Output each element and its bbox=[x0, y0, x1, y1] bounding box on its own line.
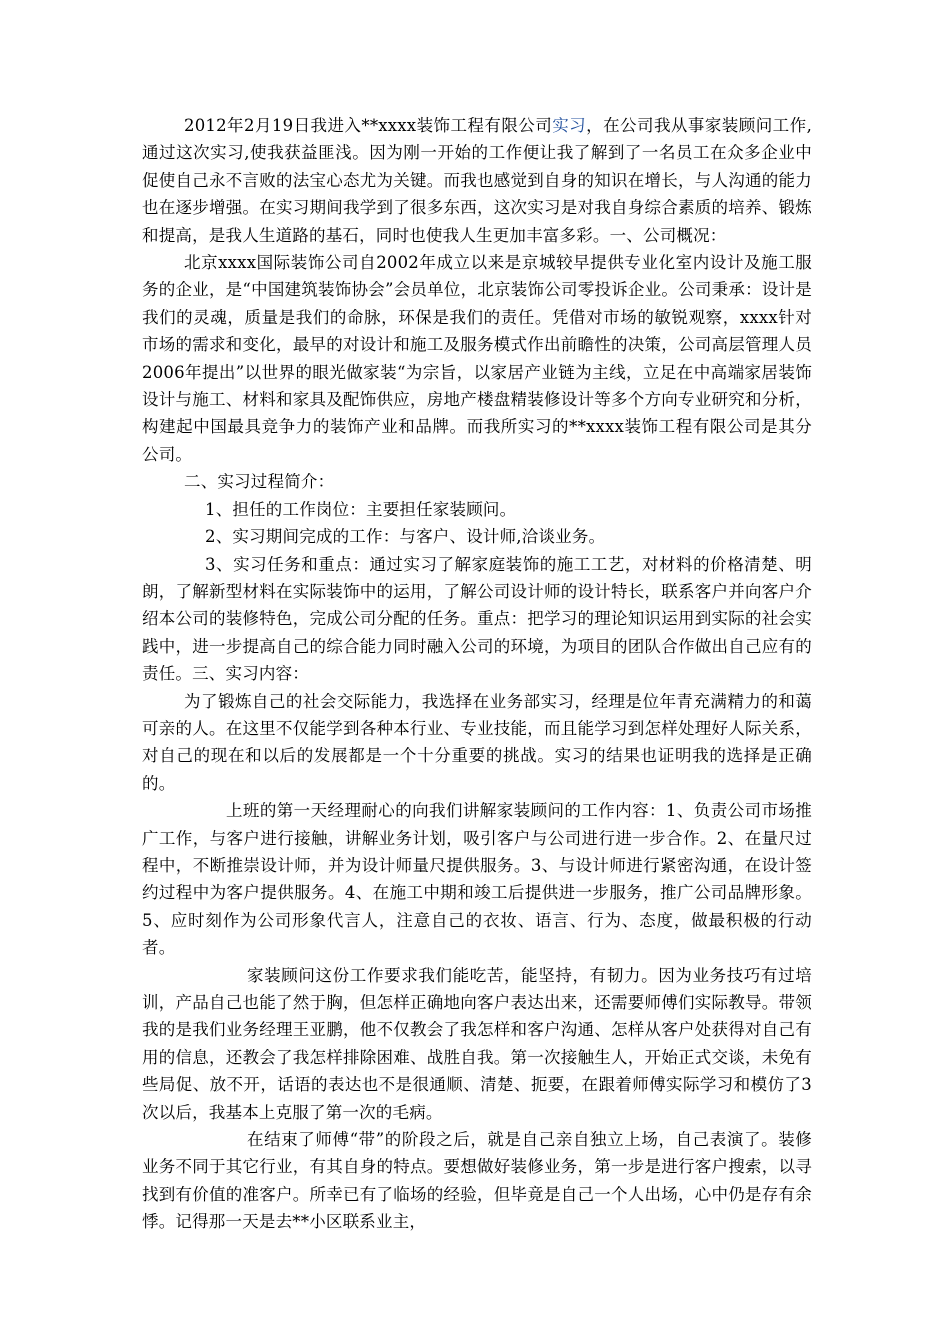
section-heading-process: 二、实习过程简介： bbox=[184, 472, 335, 492]
paragraph-consultant-work: 家装顾问这份工作要求我们能吃苦，能坚持，有韧力。因为业务技巧有过培训，产品自己也能了然于胸，但怎样正确地向客户表达出来，还需要师傅们实际教导。带领我的是我们业务经理王亚鹏，他不仅教会了我怎样和客户沟通、怎样从客户处获得对自己有用的信息，还教会了我怎样排除困难、战胜自我。第一次接触生人，开始正式交谈，未免有些局促、放不开，话语的表达也不是很通顺、清楚、扼要，在跟着师傅实际学习和模仿了3次以后，我基本上克服了第一次的毛病。 bbox=[142, 965, 812, 1122]
paragraph-intro-after: ，在公司我从事家装顾问工作,通过这次实习,使我获益匪浅。因为刚一开始的工作便让我了解到了一名员工在众多企业中促使自己永不言败的法宝心态尤为关键。而我也感觉到自身的知识在增长，与人沟通的能力也在逐步增强。在实习期间我学到了很多东西，这次实习是对我自身综合素质的培养、锻炼和提高，是我人生道路的基石，同时也使我人生更加丰富多彩。一、公司概况： bbox=[142, 116, 813, 245]
list-item-position: 1、担任的工作岗位：主要担任家装顾问。 bbox=[205, 499, 517, 519]
paragraph-independent: 在结束了师傅“带”的阶段之后，就是自己亲自独立上场，自己表演了。装修业务不同于其它行业，有其自身的特点。要想做好装修业务，第一步是进行客户搜索，以寻找到有价值的准客户。所幸已有了临场的经验，但毕竟是自己一个人出场，心中仍是存有余悸。记得那一天是去**小区联系业主， bbox=[142, 1130, 812, 1232]
paragraph-first-day: 上班的第一天经理耐心的向我们讲解家装顾问的工作内容：1、负责公司市场推广工作，与客户进行接触，讲解业务计划，吸引客户与公司进行进一步合作。2、在量尺过程中，不断推崇设计师，并为设计师量尺提供服务。3、与设计师进行紧密沟通，在设计签约过程中为客户提供服务。4、在施工中期和竣工后提供进一步服务，推广公司品牌形象。5、应时刻作为公司形象代言人，注意自己的衣妆、语言、行为、态度，做最积极的行动者。 bbox=[142, 801, 812, 958]
list-item-work-done: 2、实习期间完成的工作：与客户、设计师,洽谈业务。 bbox=[205, 527, 606, 547]
paragraph-company-overview: 北京xxxx国际装饰公司自2002年成立以来是京城较早提供专业化室内设计及施工服务的企业，是“中国建筑装饰协会”会员单位，北京装饰公司零投诉企业。公司秉承：设计是我们的灵魂，质量是我们的命脉，环保是我们的责任。凭借对市场的敏锐观察，xxxx针对市场的需求和变化，最早的对设计和施工及服务模式作出前瞻性的决策，公司高层管理人员2006年提出”以世界的眼光做家装“为宗旨，以家居产业链为主线，立足在中高端家居装饰设计与施工、材料和家具及配饰供应，房地产楼盘精装修设计等多个方向专业研究和分析，构建起中国最具竞争力的装饰产业和品牌。而我所实习的**xxxx装饰工程有限公司是其分公司。 bbox=[142, 253, 812, 464]
paragraph-department: 为了锻炼自己的社会交际能力，我选择在业务部实习，经理是位年青充满精力的和蔼可亲的人。在这里不仅能学到各种本行业、专业技能，而且能学习到怎样处理好人际关系，对自己的现在和以后的发展都是一个十分重要的挑战。实习的结果也证明我的选择是正确的。 bbox=[142, 691, 812, 793]
internship-link[interactable]: 实习 bbox=[552, 116, 587, 135]
list-item-tasks: 3、实习任务和重点：通过实习了解家庭装饰的施工工艺，对材料的价格清楚、明朗，了解新型材料在实际装饰中的运用，了解公司设计师的设计特长，联系客户并向客户介绍本公司的装修特色，完成公司分配的任务。重点：把学习的理论知识运用到实际的社会实践中，进一步提高自己的综合能力同时融入公司的环境，为项目的团队合作做出自己应有的责任。三、实习内容： bbox=[142, 554, 812, 684]
paragraph-intro-before: 2012年2月19日我进入**xxxx装饰工程有限公司 bbox=[184, 116, 553, 135]
paragraph-intro bbox=[142, 112, 812, 249]
document-body bbox=[142, 112, 812, 1236]
